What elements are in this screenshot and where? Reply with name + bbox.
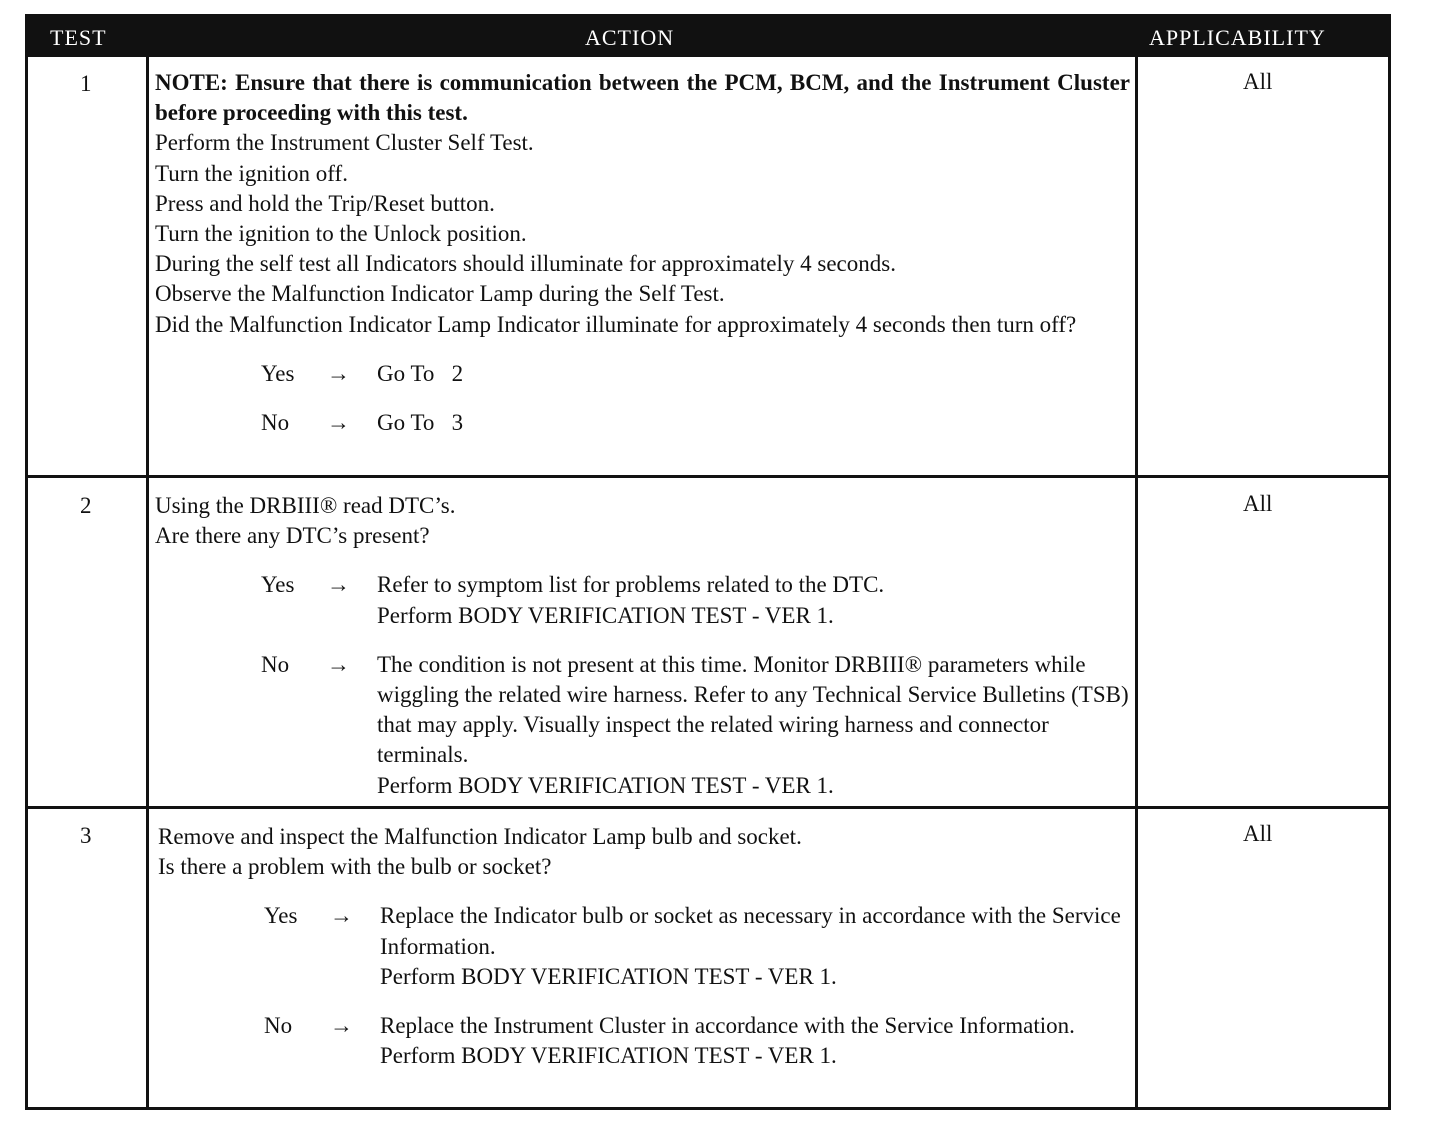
- arrow-icon: →: [330, 1013, 353, 1039]
- step-text: Turn the ignition off.: [155, 160, 348, 186]
- diagnostic-table: [25, 14, 1391, 1110]
- answer-label: Yes: [261, 572, 295, 598]
- header-applicability: APPLICABILITY: [1149, 25, 1326, 50]
- answer-line: The condition is not present at this time. Monitor DRBIII® parameters while wiggling the related wire harness. Refer to any Technical Service Bulletins (TSB) that may apply. Visually inspect the related wiring harness and connector terminals.: [377, 651, 1129, 768]
- test-number: 1: [80, 71, 92, 96]
- answer-text: [377, 650, 1130, 801]
- applicability-value: All: [1243, 491, 1273, 516]
- answer-text: [380, 1011, 1133, 1071]
- answer-no: [155, 408, 1130, 438]
- answer-label: No: [261, 651, 290, 677]
- arrow-icon: →: [327, 410, 350, 436]
- answer-label: No: [261, 410, 290, 436]
- answer-yes: [155, 570, 1130, 630]
- answer-text: [380, 901, 1133, 992]
- row-divider: [28, 806, 1388, 809]
- action-cell: [155, 491, 1130, 801]
- answer-line: Replace the Indicator bulb or socket as necessary in accordance with the Service Information.: [380, 903, 1121, 959]
- column-divider: [1135, 57, 1138, 1107]
- answer-no: [155, 650, 1130, 801]
- answer-line: Replace the Instrument Cluster in accordance with the Service Information.: [380, 1013, 1075, 1039]
- applicability-value: All: [1243, 821, 1273, 846]
- step-text: Press and hold the Trip/Reset button.: [155, 190, 495, 216]
- header-action: ACTION: [585, 25, 675, 50]
- question-text: Did the Malfunction Indicator Lamp Indicator illuminate for approximately 4 seconds then turn off?: [155, 311, 1077, 337]
- answer-line: Perform BODY VERIFICATION TEST - VER 1.: [380, 1043, 837, 1069]
- answer-line: Perform BODY VERIFICATION TEST - VER 1.: [380, 963, 837, 989]
- step-text: Using the DRBIII® read DTC’s.: [155, 493, 456, 518]
- action-cell: [158, 822, 1133, 1071]
- answer-label: Yes: [261, 360, 295, 386]
- answer-yes: [155, 359, 1130, 389]
- step-text: Observe the Malfunction Indicator Lamp during the Self Test.: [155, 281, 725, 307]
- step-text: Turn the ignition to the Unlock position.: [155, 221, 527, 247]
- test-number: 3: [80, 823, 92, 848]
- table-header: [28, 17, 1388, 57]
- question-text: Is there a problem with the bulb or socket?: [158, 854, 552, 880]
- test-number: 2: [80, 493, 92, 518]
- answer-line: Perform BODY VERIFICATION TEST - VER 1.: [377, 602, 834, 628]
- note-text: NOTE: Ensure that there is communication between the PCM, BCM, and the Instrument Cluster before proceeding with this test.: [155, 70, 1130, 126]
- answer-label: Yes: [264, 903, 298, 929]
- arrow-icon: →: [330, 903, 353, 929]
- answer-text: Go To 3: [377, 410, 464, 436]
- question-text: Are there any DTC’s present?: [155, 523, 430, 549]
- answer-no: [158, 1011, 1133, 1071]
- answer-text: [377, 570, 1130, 630]
- answer-text: Go To 2: [377, 360, 464, 386]
- step-text: Remove and inspect the Malfunction Indicator Lamp bulb and socket.: [158, 824, 802, 849]
- step-text: During the self test all Indicators should illuminate for approximately 4 seconds.: [155, 251, 896, 277]
- column-divider: [146, 57, 149, 1107]
- arrow-icon: →: [327, 360, 350, 386]
- arrow-icon: →: [327, 572, 350, 598]
- answer-label: No: [264, 1013, 293, 1039]
- answer-line: Refer to symptom list for problems related to the DTC.: [377, 572, 885, 598]
- header-test: TEST: [50, 25, 107, 50]
- action-cell: [155, 68, 1130, 438]
- answer-line: Perform BODY VERIFICATION TEST - VER 1.: [377, 772, 834, 798]
- answer-yes: [158, 901, 1133, 992]
- arrow-icon: →: [327, 651, 350, 677]
- applicability-value: All: [1243, 69, 1273, 94]
- row-divider: [28, 475, 1388, 478]
- step-text: Perform the Instrument Cluster Self Test.: [155, 130, 534, 156]
